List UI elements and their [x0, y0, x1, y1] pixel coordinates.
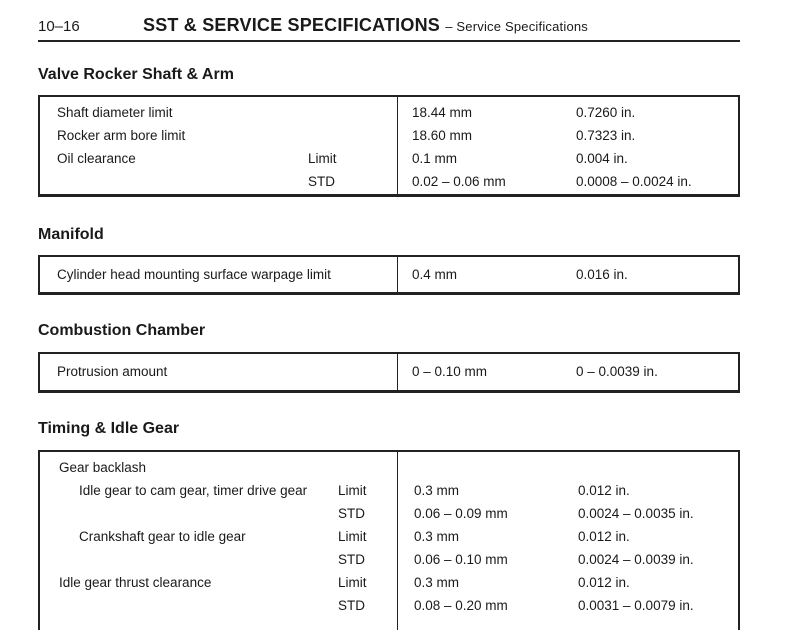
spec-condition: STD: [308, 174, 335, 189]
table-row: [40, 147, 738, 169]
spec-metric: 0.06 – 0.10 mm: [414, 552, 508, 567]
spec-imperial: 0.0024 – 0.0039 in.: [578, 552, 694, 567]
table-row: [40, 571, 738, 593]
page-number: 10–16: [38, 18, 80, 35]
section-heading-valve-rocker: Valve Rocker Shaft & Arm: [38, 66, 234, 83]
spec-table-timing-idle-gear: [38, 450, 740, 630]
table-row: [40, 594, 738, 616]
spec-imperial: 0.0024 – 0.0035 in.: [578, 506, 694, 521]
table-row: [40, 548, 738, 570]
section-heading-combustion-chamber: Combustion Chamber: [38, 322, 206, 339]
spec-item: Cylinder head mounting surface warpage limit: [57, 267, 331, 282]
spec-metric: 0.4 mm: [412, 267, 458, 282]
spec-metric: 0.02 – 0.06 mm: [412, 174, 506, 189]
spec-metric: 0.3 mm: [414, 575, 460, 590]
spec-item: Idle gear thrust clearance: [59, 575, 212, 590]
spec-condition: Limit: [338, 483, 367, 498]
spec-imperial: 0.012 in.: [578, 483, 630, 498]
spec-condition: Limit: [338, 575, 367, 590]
spec-item: Protrusion amount: [57, 364, 168, 379]
spec-imperial: 0.004 in.: [576, 151, 628, 166]
table-row: [40, 525, 738, 547]
table-row: [40, 479, 738, 501]
spec-metric: 18.44 mm: [412, 105, 473, 120]
table-row: [40, 170, 738, 192]
spec-condition: STD: [338, 506, 365, 521]
table-row: [40, 124, 738, 146]
table-row: [40, 101, 738, 123]
spec-condition: STD: [338, 598, 365, 613]
page-subtitle: – Service Specifications: [445, 19, 588, 34]
spec-metric: 0.08 – 0.20 mm: [414, 598, 508, 613]
spec-group-label: Gear backlash: [59, 460, 147, 475]
spec-metric: 0.3 mm: [414, 483, 460, 498]
spec-item: Shaft diameter limit: [57, 105, 173, 120]
spec-imperial: 0.0031 – 0.0079 in.: [578, 598, 694, 613]
spec-imperial: 0.012 in.: [578, 575, 630, 590]
table-row: [40, 360, 738, 382]
page-title: [143, 15, 588, 36]
spec-metric: 0.1 mm: [412, 151, 458, 166]
spec-imperial: 0.016 in.: [576, 267, 628, 282]
spec-item: Crankshaft gear to idle gear: [79, 529, 246, 544]
spec-condition: Limit: [308, 151, 337, 166]
spec-table-valve-rocker: [38, 95, 740, 197]
table-row: [40, 263, 738, 285]
spec-table-manifold: [38, 255, 740, 295]
spec-imperial: 0 – 0.0039 in.: [576, 364, 658, 379]
section-heading-timing-idle-gear: Timing & Idle Gear: [38, 420, 180, 437]
spec-imperial: 0.7323 in.: [576, 128, 636, 143]
spec-item: Idle gear to cam gear, timer drive gear: [79, 483, 308, 498]
spec-imperial: 0.7260 in.: [576, 105, 636, 120]
spec-metric: 0 – 0.10 mm: [412, 364, 488, 379]
section-heading-manifold: Manifold: [38, 226, 104, 243]
page-header: [38, 14, 740, 42]
spec-item: Oil clearance: [57, 151, 136, 166]
table-row: [40, 502, 738, 524]
spec-metric: 0.06 – 0.09 mm: [414, 506, 508, 521]
table-row: [40, 456, 738, 478]
spec-condition: STD: [338, 552, 365, 567]
page-title-text: SST & SERVICE SPECIFICATIONS: [143, 15, 440, 35]
spec-imperial: 0.012 in.: [578, 529, 630, 544]
spec-item: Rocker arm bore limit: [57, 128, 186, 143]
spec-metric: 18.60 mm: [412, 128, 473, 143]
spec-metric: 0.3 mm: [414, 529, 460, 544]
spec-condition: Limit: [338, 529, 367, 544]
spec-imperial: 0.0008 – 0.0024 in.: [576, 174, 692, 189]
spec-table-combustion-chamber: [38, 352, 740, 393]
